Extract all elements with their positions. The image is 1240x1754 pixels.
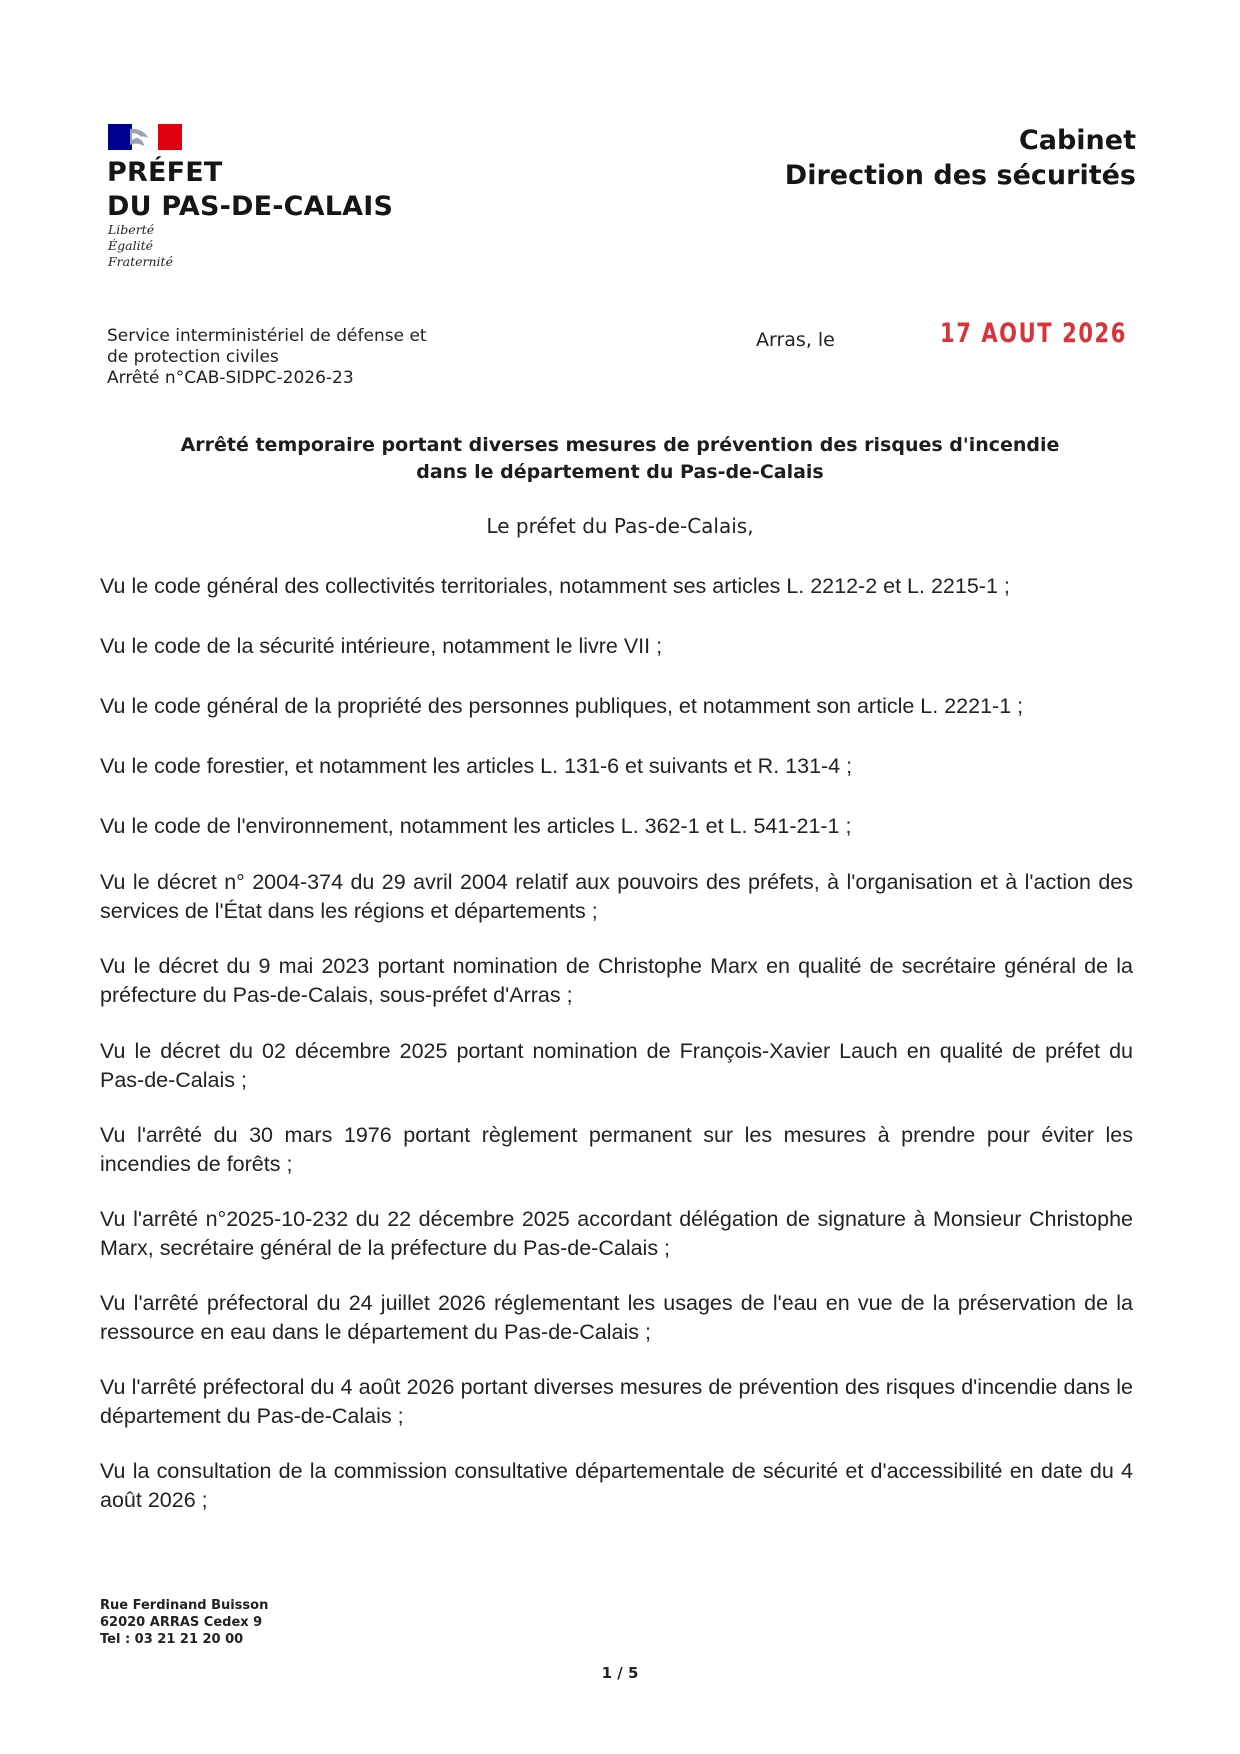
page-number: 1 / 5 (601, 1664, 639, 1682)
visa-item: Vu le décret du 9 mai 2023 portant nomination de Christophe Marx en qualité de secrétaire général de la préfecture du Pas-de-Calais, sous-préfet d'Arras ; (100, 954, 1133, 1007)
prefect-title (107, 156, 393, 224)
visa-item: Vu le code forestier, et notamment les articles L. 131-6 et suivants et R. 131-4 ; (100, 754, 853, 778)
decree-reference: Arrêté n°CAB-SIDPC-2026-23 (107, 368, 354, 388)
visa-item: Vu le code général des collectivités territoriales, notamment ses articles L. 2212-2 et L. 2215-1 ; (100, 574, 1010, 598)
document-title-line2: dans le département du Pas-de-Calais (416, 461, 824, 483)
prefect-title-line2: DU PAS-DE-CALAIS (107, 191, 394, 222)
visa-item: Vu l'arrêté préfectoral du 24 juillet 2026 réglementant les usages de l'eau en vue de la préservation de la ressource en eau dans le département du Pas-de-Calais ; (100, 1291, 1133, 1344)
visa-list (100, 572, 1133, 1515)
document-title-line1: Arrêté temporaire portant diverses mesures de prévention des risques d'incendie (180, 434, 1060, 456)
motto-egalite: Égalité (108, 238, 153, 253)
visa-item: Vu le décret du 02 décembre 2025 portant nomination de François-Xavier Lauch en qualité de préfet du Pas-de-Calais ; (100, 1039, 1133, 1092)
date-stamp: 17 AOUT 2026 (940, 318, 1127, 349)
marianne-icon (108, 124, 182, 150)
opening-line: Le préfet du Pas-de-Calais, (486, 514, 754, 538)
republic-motto (108, 222, 173, 270)
footer-address (100, 1597, 268, 1648)
motto-liberte: Liberté (108, 222, 155, 237)
visa-item: Vu l'arrêté n°2025-10-232 du 22 décembre 2025 accordant délégation de signature à Monsieur Christophe Marx, secrétaire général de la préfecture du Pas-de-Calais ; (100, 1207, 1133, 1260)
visa-item: Vu le décret n° 2004-374 du 29 avril 2004 relatif aux pouvoirs des préfets, à l'organisation et à l'action des services de l'État dans les régions et départements ; (100, 870, 1133, 923)
prefect-title-line1: PRÉFET (107, 157, 223, 188)
address-phone: Tel : 03 21 21 20 00 (100, 1632, 244, 1647)
visa-item: Vu le code général de la propriété des personnes publiques, et notamment son article L. 2221-1 ; (100, 694, 1024, 718)
cabinet-label: Cabinet (1018, 125, 1136, 156)
logo-red-band (158, 124, 182, 150)
dateline-label: Arras, le (756, 329, 835, 351)
logo-blue-band (108, 124, 132, 150)
visa-item: Vu le code de la sécurité intérieure, notamment le livre VII ; (100, 634, 663, 658)
document-title (130, 432, 1110, 486)
address-street: Rue Ferdinand Buisson (100, 1598, 269, 1613)
address-city: 62020 ARRAS Cedex 9 (100, 1615, 263, 1630)
visa-item: Vu l'arrêté du 30 mars 1976 portant règlement permanent sur les mesures à prendre pour éviter les incendies de forêts ; (100, 1123, 1133, 1176)
visa-item: Vu l'arrêté préfectoral du 4 août 2026 portant diverses mesures de prévention des risques d'incendie dans le département du Pas-de-Calais ; (100, 1375, 1133, 1428)
visa-item: Vu le code de l'environnement, notamment les articles L. 362-1 et L. 541-21-1 ; (100, 814, 852, 838)
issuing-office (785, 123, 1136, 193)
service-line2: de protection civiles (107, 347, 279, 367)
service-reference (107, 326, 427, 389)
motto-fraternite: Fraternité (108, 254, 173, 269)
direction-label: Direction des sécurités (784, 160, 1136, 191)
visa-item: Vu la consultation de la commission consultative départementale de sécurité et d'accessibilité en date du 4 août 2026 ; (100, 1459, 1133, 1512)
service-line1: Service interministériel de défense et (107, 326, 427, 346)
